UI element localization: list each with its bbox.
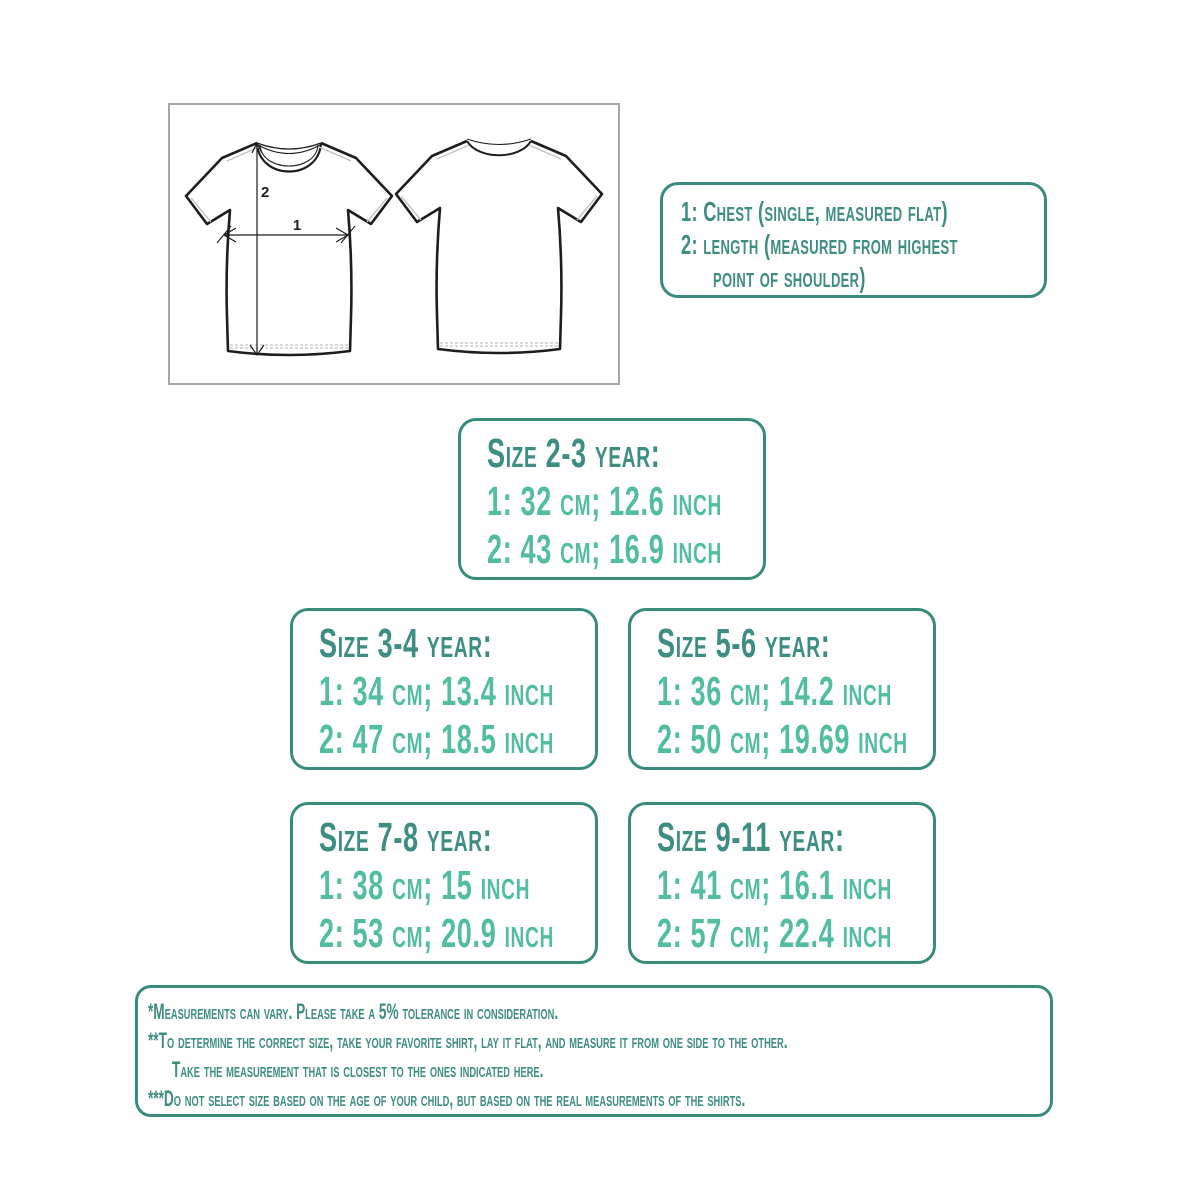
chest-measurement-text: 1: 36 cm; 14.2 inch	[657, 668, 893, 714]
length-marker-label: 2	[261, 184, 270, 201]
size-title	[657, 813, 933, 861]
measurement-arrows	[217, 143, 355, 355]
size-box-9-11-year	[628, 802, 936, 964]
chest-measurement	[319, 667, 595, 715]
size-title	[487, 429, 763, 477]
length-measurement	[657, 715, 933, 763]
chest-measurement-text: 1: 41 cm; 16.1 inch	[657, 862, 893, 908]
tshirt-drawing-svg	[170, 105, 618, 383]
size-title-text: Size 9-11 year:	[657, 814, 845, 860]
length-measurement-text: 2: 50 cm; 19.69 inch	[657, 716, 908, 762]
legend-line-length-text: 2: length (measured from highest	[681, 229, 958, 260]
note-age-warning-text: ***Do not select size based on the age of your child, but based on the real measurements of the shirts.	[148, 1086, 746, 1111]
chest-measurement-text: 1: 38 cm; 15 inch	[319, 862, 531, 908]
legend-line-chest	[681, 195, 1044, 228]
length-measurement	[319, 909, 595, 957]
chest-measurement	[487, 477, 763, 525]
measurement-legend-box	[660, 182, 1047, 298]
legend-line-chest-text: 1: Chest (single, measured flat)	[681, 196, 948, 227]
chest-measurement	[657, 861, 933, 909]
size-title-text: Size 7-8 year:	[319, 814, 493, 860]
note-how-to-measure-text: **To determine the correct size, take your favorite shirt, lay it flat, and measure it from one side to the other.	[148, 1028, 788, 1053]
size-title-text: Size 2-3 year:	[487, 430, 661, 476]
note-tolerance	[148, 997, 1050, 1026]
tshirt-back-drawing	[396, 139, 602, 353]
length-measurement	[319, 715, 595, 763]
note-how-to-measure-cont	[148, 1055, 1050, 1084]
chest-marker-label: 1	[292, 217, 302, 234]
size-box-5-6-year	[628, 608, 936, 770]
size-title-text: Size 3-4 year:	[319, 620, 493, 666]
back-collar	[467, 139, 531, 155]
legend-line-length	[681, 228, 1044, 261]
size-box-7-8-year	[290, 802, 598, 964]
length-measurement-text: 2: 53 cm; 20.9 inch	[319, 910, 555, 956]
size-box-3-4-year	[290, 608, 598, 770]
length-measurement-text: 2: 57 cm; 22.4 inch	[657, 910, 893, 956]
size-title	[657, 619, 933, 667]
notes-box	[135, 985, 1053, 1117]
length-measurement	[657, 909, 933, 957]
note-how-to-measure	[148, 1026, 1050, 1055]
length-measurement-text: 2: 47 cm; 18.5 inch	[319, 716, 555, 762]
legend-line-length-cont-text: point of shoulder)	[713, 262, 866, 293]
tshirt-front-drawing	[186, 143, 392, 355]
front-stitching	[191, 147, 387, 348]
note-tolerance-text: *Measurements can vary. Please take a 5% tolerance in consideration.	[148, 999, 559, 1024]
length-measurement	[487, 525, 763, 573]
chest-measurement-text: 1: 32 cm; 12.6 inch	[487, 478, 723, 524]
note-age-warning	[148, 1084, 1050, 1113]
note-how-to-measure-cont-text: Take the measurement that is closest to the ones indicated here.	[172, 1057, 544, 1082]
legend-line-length-cont	[681, 261, 1044, 294]
front-collar	[257, 143, 321, 172]
size-box-2-3-year	[458, 418, 766, 580]
chest-measurement	[657, 667, 933, 715]
size-title	[319, 813, 595, 861]
chest-measurement-text: 1: 34 cm; 13.4 inch	[319, 668, 555, 714]
size-title-text: Size 5-6 year:	[657, 620, 831, 666]
length-measurement-text: 2: 43 cm; 16.9 inch	[487, 526, 723, 572]
chest-measurement	[319, 861, 595, 909]
back-stitching	[401, 145, 597, 346]
tshirt-measurement-diagram	[168, 103, 620, 385]
size-title	[319, 619, 595, 667]
